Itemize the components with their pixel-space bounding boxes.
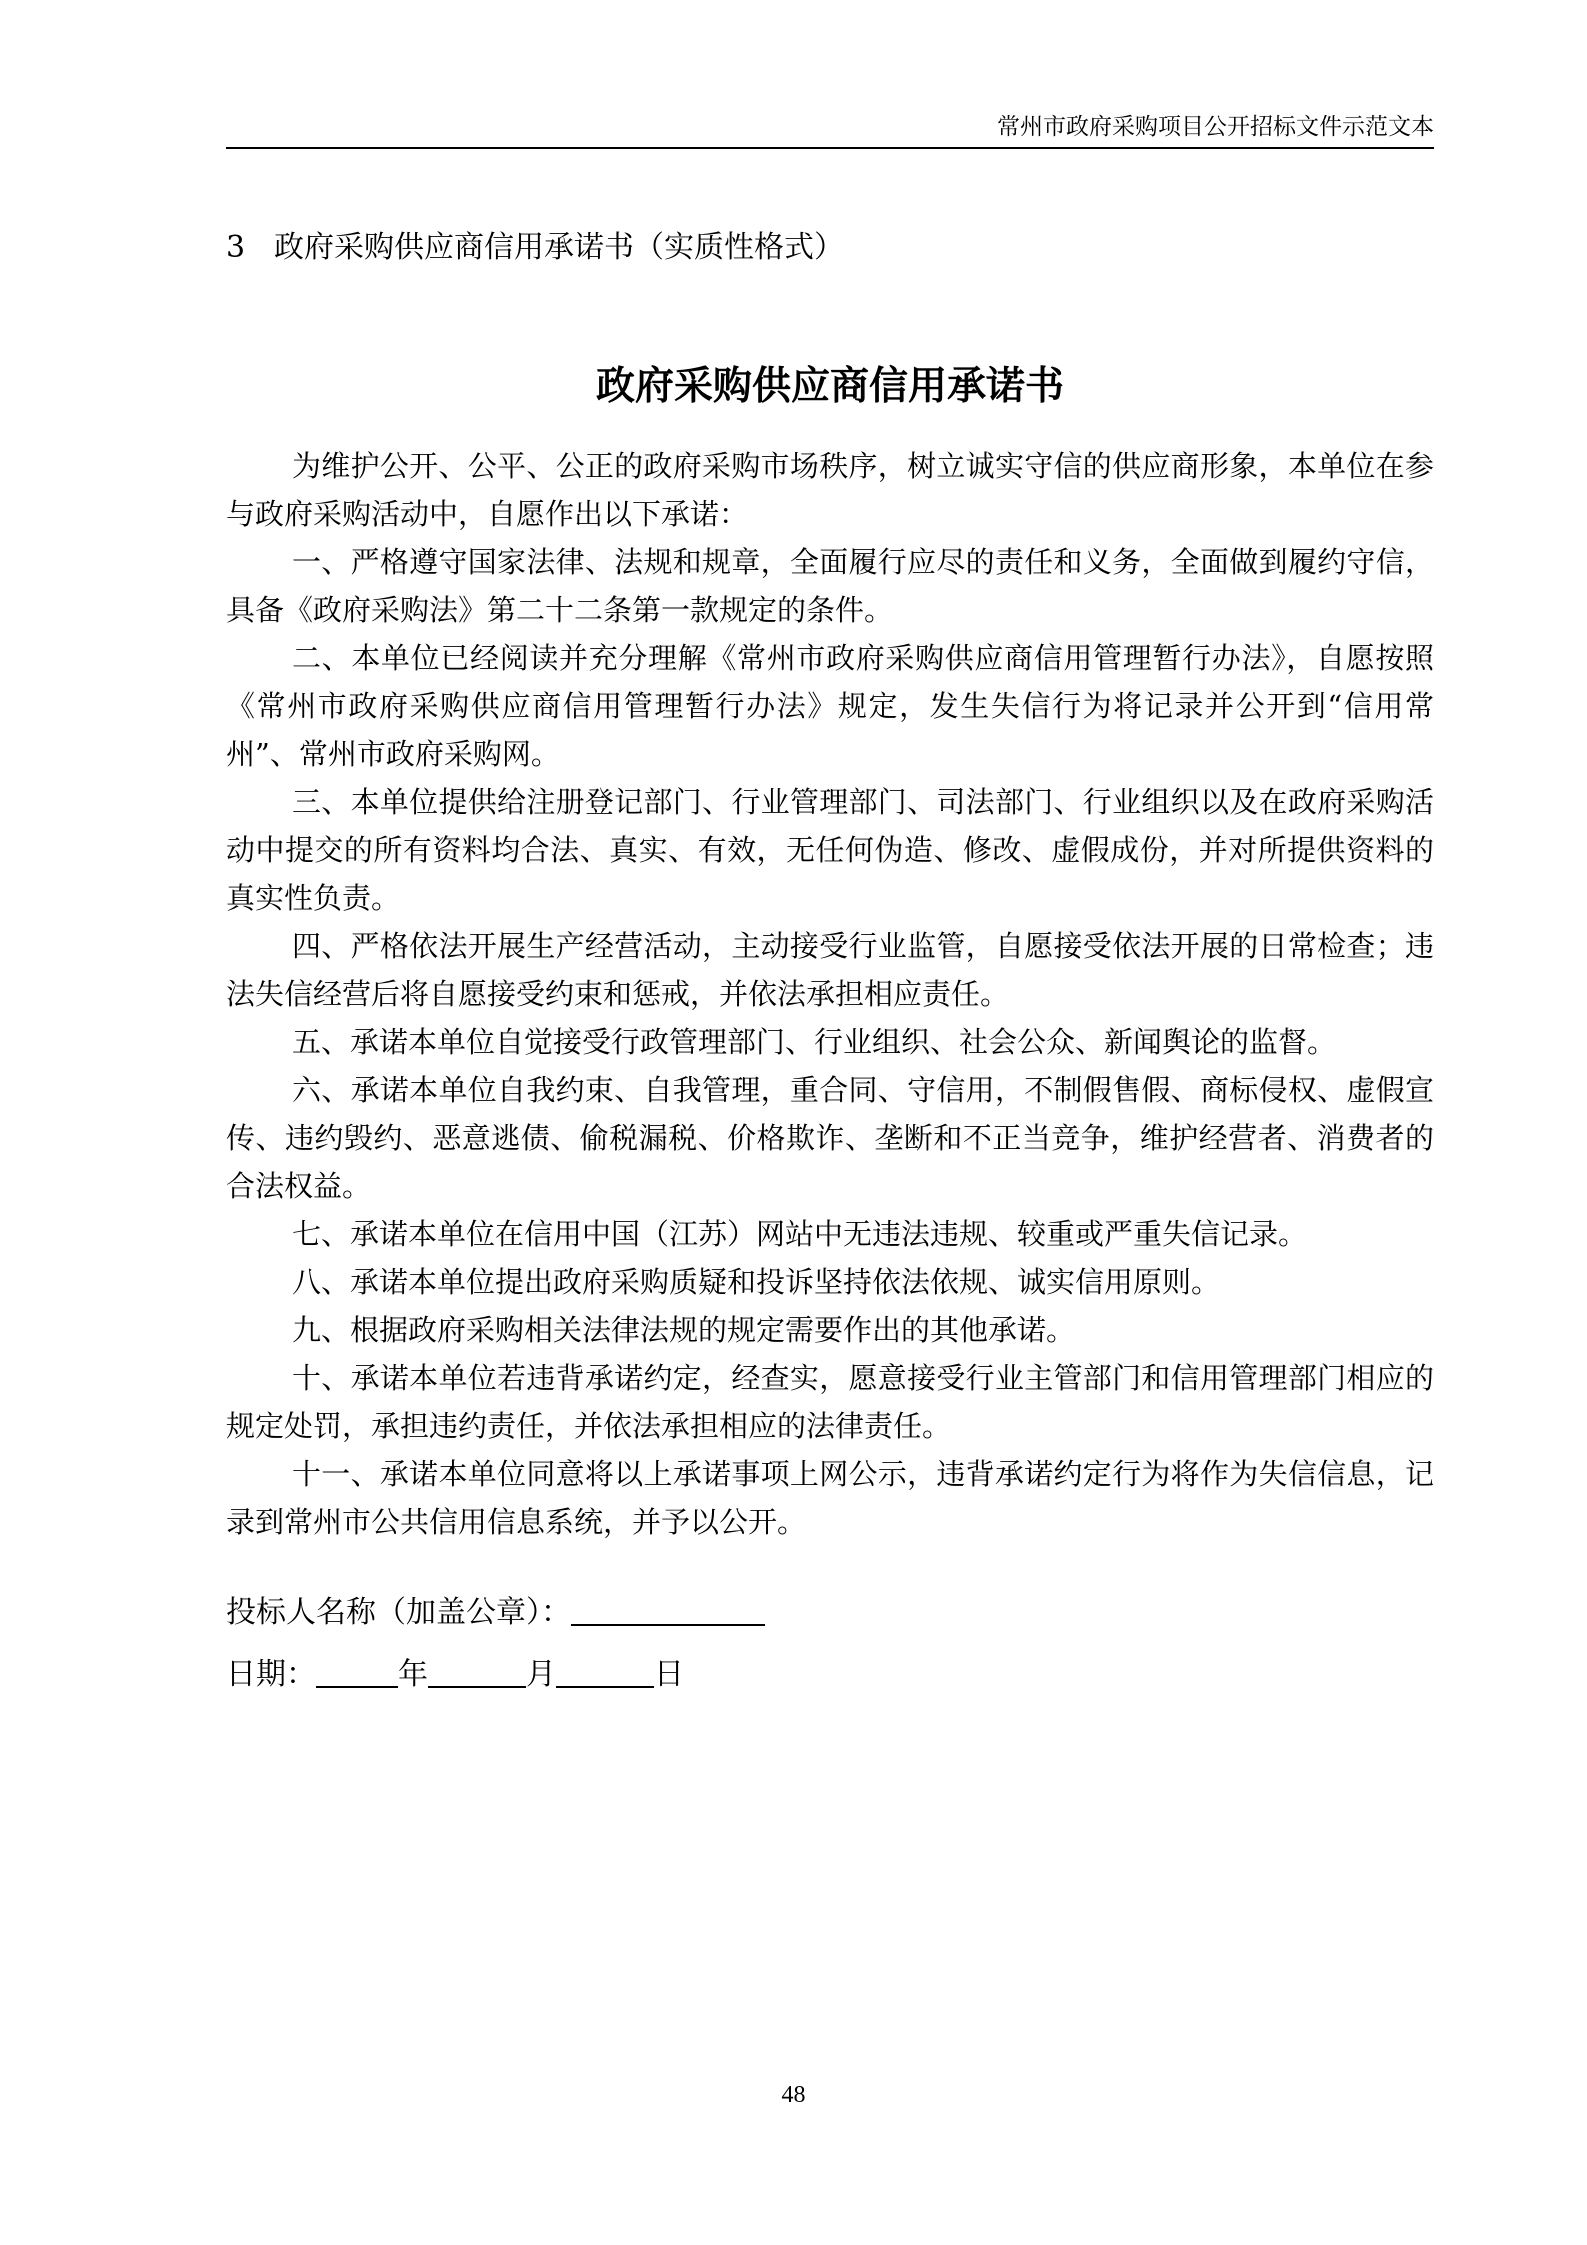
running-header: 常州市政府采购项目公开招标文件示范文本 bbox=[997, 114, 1434, 140]
pledge-paragraph: 四、严格依法开展生产经营活动，主动接受行业监管，自愿接受依法开展的日常检查；违法失信经营后将自愿接受约束和惩戒，并依法承担相应责任。 bbox=[226, 929, 1434, 1011]
month-blank[interactable] bbox=[428, 1658, 526, 1688]
section-heading bbox=[226, 228, 844, 268]
page-number: 48 bbox=[781, 2082, 806, 2108]
year-label: 年 bbox=[398, 1657, 428, 1692]
month-label: 月 bbox=[526, 1657, 556, 1692]
pledge-paragraph: 七、承诺本单位在信用中国（江苏）网站中无违法违规、较重或严重失信记录。 bbox=[292, 1217, 1308, 1251]
bidder-name-label: 投标人名称（加盖公章）： bbox=[226, 1595, 571, 1630]
date-line bbox=[226, 1655, 684, 1695]
day-blank[interactable] bbox=[556, 1658, 654, 1688]
pledge-paragraph: 三、本单位提供给注册登记部门、行业管理部门、司法部门、行业组织以及在政府采购活动中提交的所有资料均合法、真实、有效，无任何伪造、修改、虚假成份，并对所提供资料的真实性负责。 bbox=[226, 785, 1434, 915]
section-title: 政府采购供应商信用承诺书（实质性格式） bbox=[274, 230, 844, 265]
pledge-paragraph: 二、本单位已经阅读并充分理解《常州市政府采购供应商信用管理暂行办法》，自愿按照《常州市政府采购供应商信用管理暂行办法》规定，发生失信行为将记录并公开到“信用常州”、常州市政府采购网。 bbox=[226, 641, 1434, 771]
pledge-paragraph: 十一、承诺本单位同意将以上承诺事项上网公示，违背承诺约定行为将作为失信信息，记录到常州市公共信用信息系统，并予以公开。 bbox=[226, 1457, 1434, 1539]
bidder-name-line bbox=[226, 1593, 765, 1633]
document-body bbox=[226, 442, 1434, 1546]
pledge-paragraph: 五、承诺本单位自觉接受行政管理部门、行业组织、社会公众、新闻舆论的监督。 bbox=[292, 1025, 1337, 1059]
header-rule bbox=[226, 147, 1434, 149]
section-number: 3 bbox=[226, 230, 246, 265]
pledge-paragraph: 九、根据政府采购相关法律法规的规定需要作出的其他承诺。 bbox=[292, 1313, 1076, 1347]
year-blank[interactable] bbox=[316, 1658, 398, 1688]
pledge-paragraph: 六、承诺本单位自我约束、自我管理，重合同、守信用，不制假售假、商标侵权、虚假宣传、违约毁约、恶意逃债、偷税漏税、价格欺诈、垄断和不正当竞争，维护经营者、消费者的合法权益。 bbox=[226, 1073, 1434, 1203]
date-label: 日期： bbox=[226, 1657, 316, 1692]
bidder-name-blank[interactable] bbox=[571, 1596, 765, 1626]
pledge-paragraph: 一、严格遵守国家法律、法规和规章，全面履行应尽的责任和义务，全面做到履约守信，具备《政府采购法》第二十二条第一款规定的条件。 bbox=[226, 545, 1434, 627]
document-title: 政府采购供应商信用承诺书 bbox=[595, 364, 1064, 409]
day-label: 日 bbox=[654, 1657, 684, 1692]
pledge-paragraph: 八、承诺本单位提出政府采购质疑和投诉坚持依法依规、诚实信用原则。 bbox=[292, 1265, 1221, 1299]
intro-paragraph: 为维护公开、公平、公正的政府采购市场秩序，树立诚实守信的供应商形象，本单位在参与政府采购活动中，自愿作出以下承诺： bbox=[226, 449, 1434, 531]
pledge-paragraph: 十、承诺本单位若违背承诺约定，经查实，愿意接受行业主管部门和信用管理部门相应的规定处罚，承担违约责任，并依法承担相应的法律责任。 bbox=[226, 1361, 1434, 1443]
